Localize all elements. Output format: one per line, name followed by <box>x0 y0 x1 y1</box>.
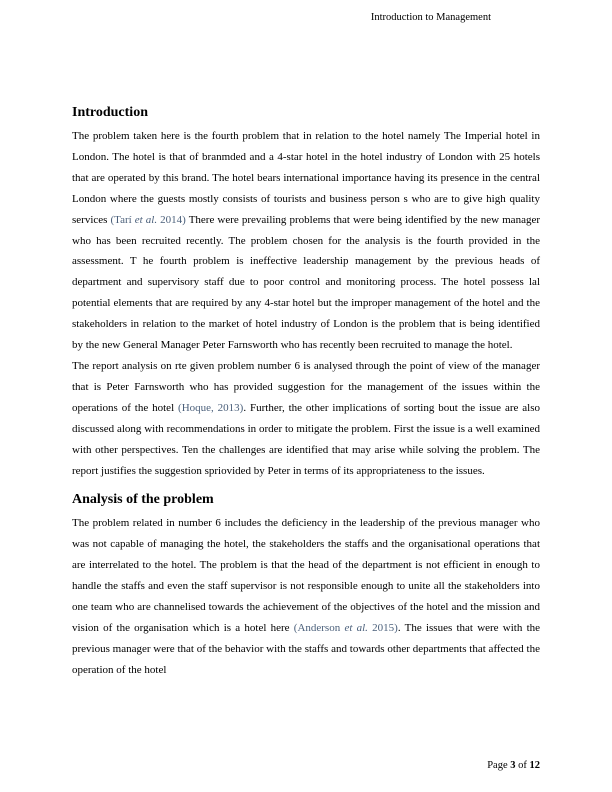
analysis-p1-text-b: . The issues that were with the previous manager were that of the behavior with the staffs and towards other departments that affected the operation of the hotel <box>72 621 541 676</box>
citation-hoque[interactable]: (Hoque, 2013) <box>178 401 244 414</box>
analysis-paragraph-1 <box>72 513 540 680</box>
citation-anderson[interactable]: (Anderson et al. 2015) <box>293 621 398 634</box>
analysis-heading: Analysis of the problem <box>72 492 214 508</box>
intro-p1-text-a: The problem taken here is the fourth problem that in relation to the hotel namely The Imperial hotel in London. The hotel is that of branmded and a 4-star hotel in the hotel industry of London with 25 hotels that are operated by this brand. The hotel bears international importance having its presence in the central London where the guests mostly consists of tourists and business person s who are to give high quality services <box>72 130 540 226</box>
introduction-paragraph-2 <box>72 356 540 481</box>
page-current: 3 <box>510 760 516 771</box>
introduction-paragraph-1 <box>72 126 540 356</box>
running-header: Introduction to Management <box>370 12 491 23</box>
introduction-heading: Introduction <box>72 105 148 120</box>
intro-p2-text-a: The report analysis on rte given problem number 6 is analysed through the point of view of the manager that is Peter Farnsworth who has provided suggestion for the management of the issues within the operations of the hotel <box>72 359 540 414</box>
of-word: of <box>518 760 527 771</box>
document-body <box>72 104 540 681</box>
intro-p1-text-b: There were prevailing problems that were being identified by the new manager who has been recruited recently. The problem chosen for the analysis is the fourth provided in the assessment. T he fourth problem is ineffective leadership management by the previous heads of department and supervisory staff due to poor control and monitoring process. The hotel possess lal potential elements that are required by any 4-star hotel but the improper management of the hotel and the stakeholders in relation to the market of hotel industry of London is the problem that is being identified by the new General Manager Peter Farnsworth who has recently been recruited to manage the hotel. <box>72 213 540 352</box>
page-total: 12 <box>529 760 540 771</box>
intro-p2-text-b: . Further, the other implications of sorting bout the issue are also discussed along with recommendations in order to mitigate the problem. First the issue is a well examined with other perspectives. Ten the challenges are identified that may arise while solving the problem. The report justifies the suggestion spriovided by Peter in terms of its appropriateness to the issues. <box>72 401 540 477</box>
page-footer <box>0 760 540 771</box>
analysis-p1-text-a: The problem related in number 6 includes the deficiency in the leadership of the previous manager who was not capable of managing the hotel, the stakeholders the staffs and the organisational operations that are interrelated to the hotel. The problem is that the head of the department is not efficient in enough to handle the staffs and even the staff supervisor is not responsible enough to unite all the stakeholders into one team who are channelised towards the achievement of the objectives of the hotel and the mission and vision of the organisation which is a hotel here <box>72 517 540 634</box>
citation-tari[interactable]: (Tarí et al. 2014) <box>110 213 186 226</box>
page-word: Page <box>487 760 508 771</box>
